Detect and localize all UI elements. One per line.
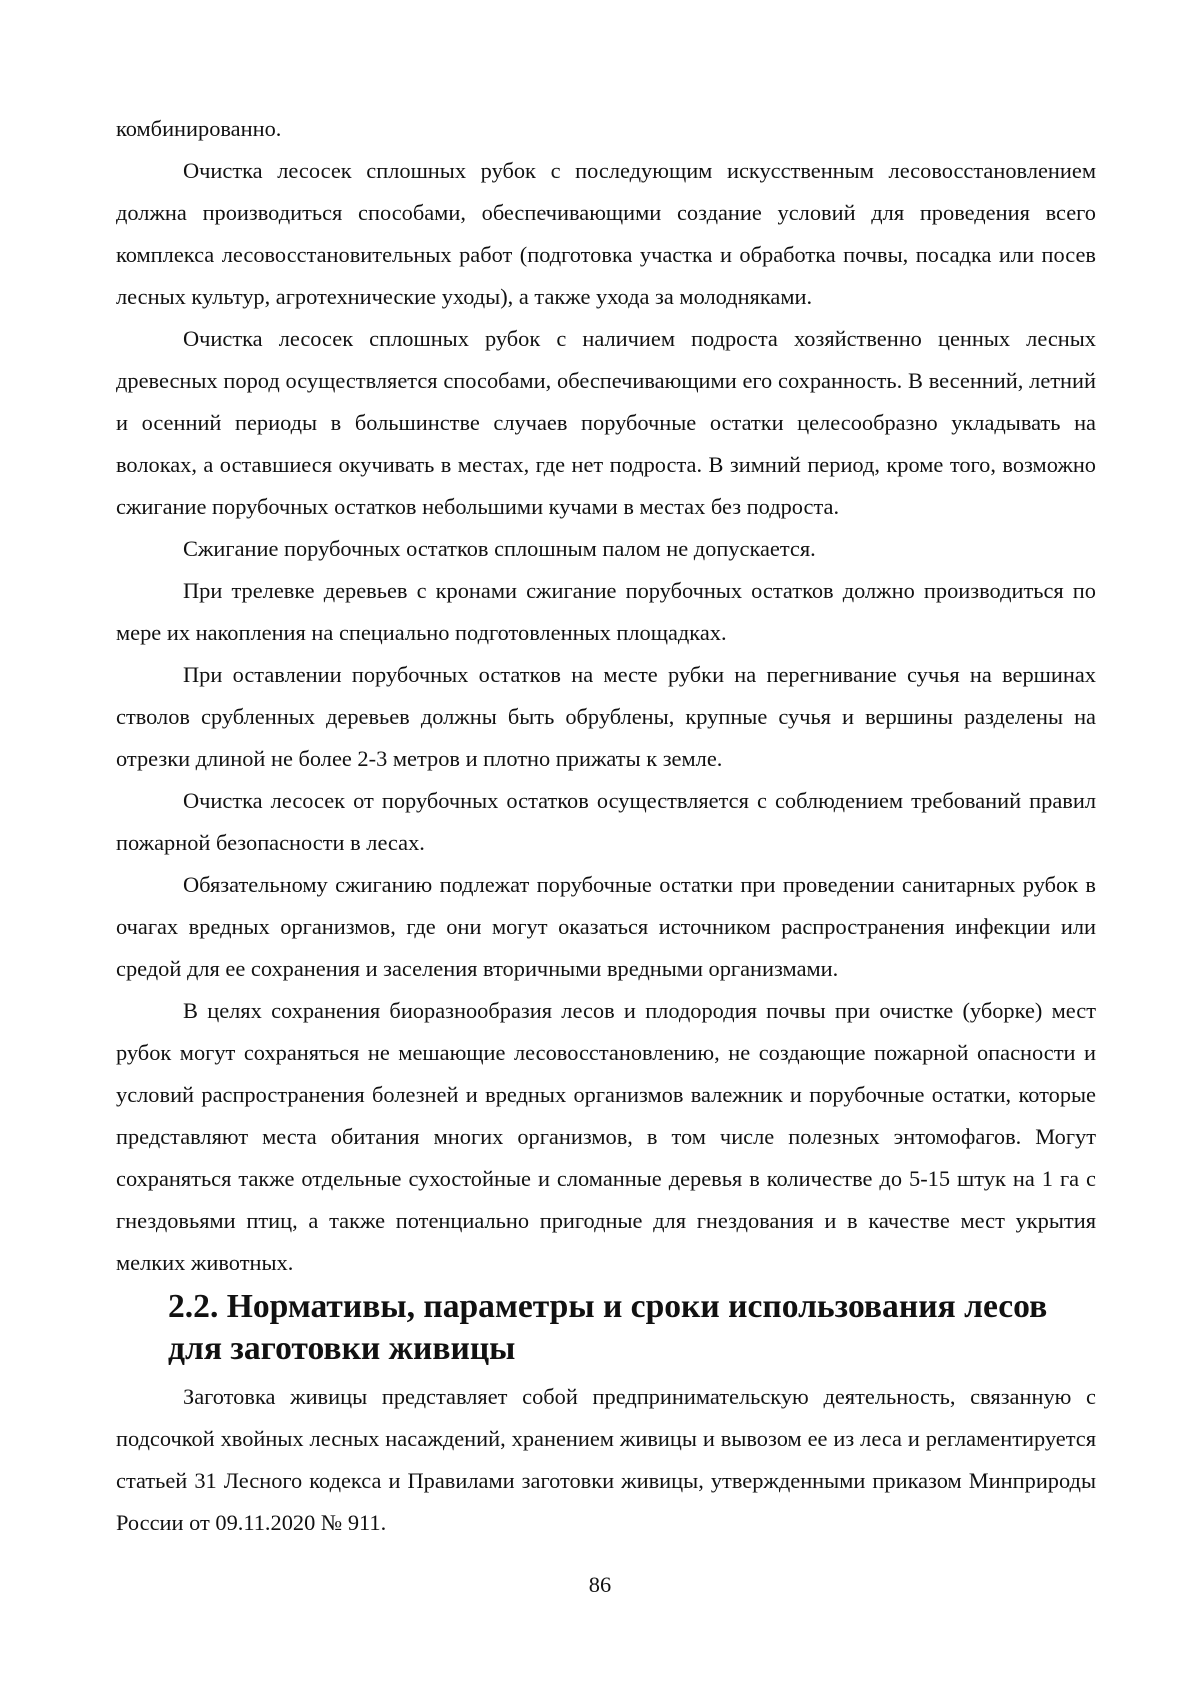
page-number: 86 xyxy=(588,1572,612,1597)
paragraph: комбинированно. xyxy=(116,116,282,141)
paragraph: В целях сохранения биоразнообразия лесов и плодородия почвы при очистке (уборке) мест рубок могут сохраняться не мешающие лесовосстановлению, не создающие пожарной опасности и условий распространения болезней и вредных организмов валежник и порубочные остатки, которые представляют места обитания многих организмов, в том числе полезных энтомофагов. Могут сохраняться также отдельные сухостойные и сломанные деревья в количестве до 5-15 штук на 1 га с гнездовьями птиц, а также потенциально пригодные для гнездования и в качестве мест укрытия мелких животных. xyxy=(116,998,1096,1275)
paragraph: Заготовка живицы представляет собой предпринимательскую деятельность, связанную с подсочкой хвойных лесных насаждений, хранением живицы и вывозом ее из леса и регламентируется статьей 31 Лесного кодекса и Правилами заготовки живицы, утвержденными приказом Минприроды России от 09.11.2020 № 911. xyxy=(116,1384,1096,1535)
paragraph: Очистка лесосек сплошных рубок с последующим искусственным лесовосстановлением должна производиться способами, обеспечивающими создание условий для проведения всего комплекса лесовосстановительных работ (подготовка участка и обработка почвы, посадка или посев лесных культур, агротехнические уходы), а также ухода за молодняками. xyxy=(116,158,1096,309)
document-page xyxy=(116,108,1096,1544)
paragraph: При оставлении порубочных остатков на месте рубки на перегнивание сучья на вершинах стволов срубленных деревьев должны быть обрублены, крупные сучья и вершины разделены на отрезки длиной не более 2-3 метров и плотно прижаты к земле. xyxy=(116,662,1096,771)
paragraph: Сжигание порубочных остатков сплошным палом не допускается. xyxy=(183,536,816,561)
paragraph: При трелевке деревьев с кронами сжигание порубочных остатков должно производиться по мере их накопления на специально подготовленных площадках. xyxy=(116,578,1096,645)
paragraph: Очистка лесосек от порубочных остатков осуществляется с соблюдением требований правил пожарной безопасности в лесах. xyxy=(116,788,1096,855)
paragraph: Очистка лесосек сплошных рубок с наличием подроста хозяйственно ценных лесных древесных пород осуществляется способами, обеспечивающими его сохранность. В весенний, летний и осенний периоды в большинстве случаев порубочные остатки целесообразно укладывать на волоках, а оставшиеся окучивать в местах, где нет подроста. В зимний период, кроме того, возможно сжигание порубочных остатков небольшими кучами в местах без подроста. xyxy=(116,326,1096,519)
section-heading: 2.2. Нормативы, параметры и сроки использования лесов для заготовки живицы xyxy=(168,1288,1048,1367)
paragraph: Обязательному сжиганию подлежат порубочные остатки при проведении санитарных рубок в очагах вредных организмов, где они могут оказаться источником распространения инфекции или средой для ее сохранения и заселения вторичными вредными организмами. xyxy=(116,872,1096,981)
